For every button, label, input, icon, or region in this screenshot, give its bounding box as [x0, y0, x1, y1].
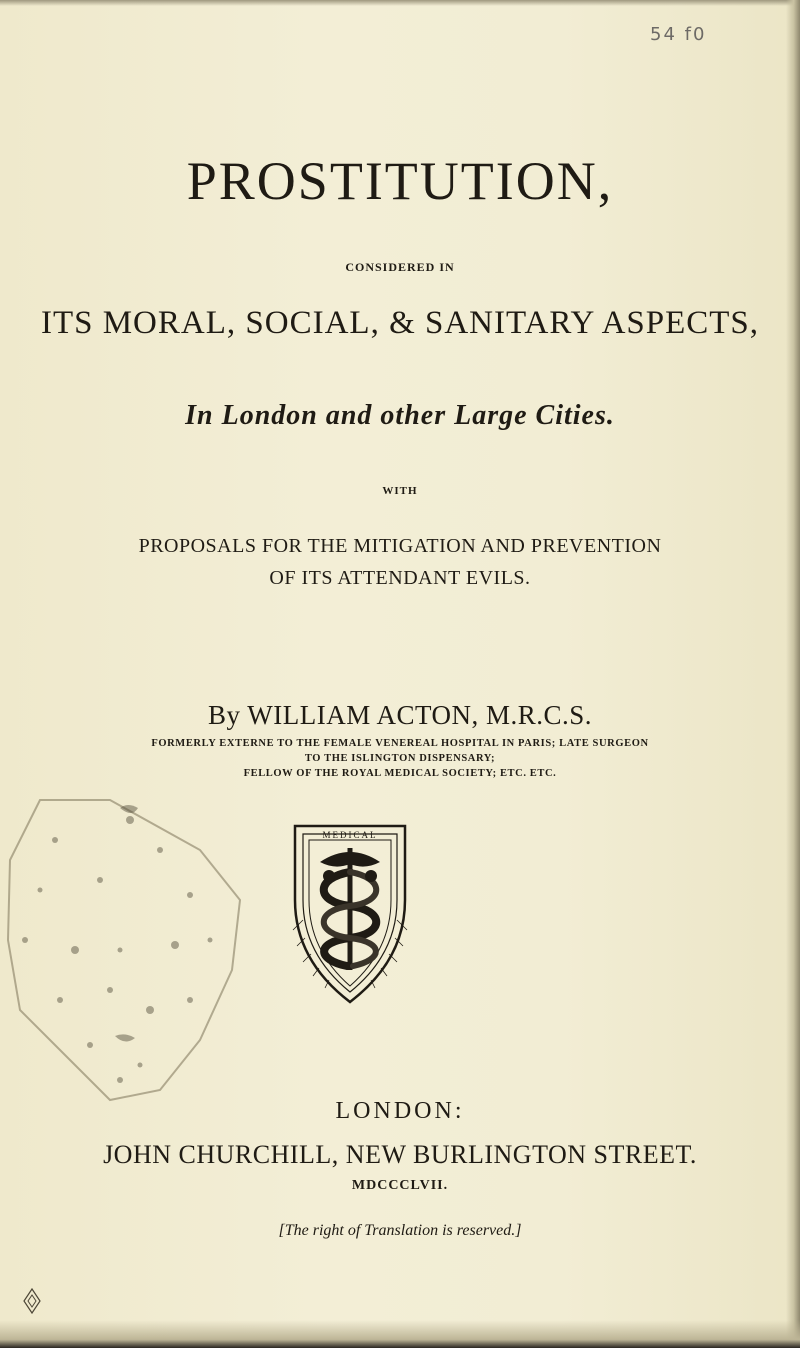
- considered-in-line: CONSIDERED IN: [345, 260, 455, 274]
- author-line: By WILLIAM ACTON, M.R.C.S.: [207, 700, 593, 730]
- page-bottom-edge: [0, 1320, 800, 1348]
- imprint-place: LONDON:: [335, 1098, 465, 1124]
- corner-diamond-mark-icon: [22, 1287, 42, 1315]
- proposals-line-2: OF ITS ATTENDANT EVILS.: [269, 567, 531, 589]
- imprint-publisher: JOHN CHURCHILL, NEW BURLINGTON STREET.: [103, 1140, 697, 1169]
- medical-society-shield-emblem: [285, 820, 415, 1010]
- with-line: WITH: [382, 485, 418, 497]
- show-through-shield-image: [0, 0, 55, 330]
- rights-notice: [The right of Translation is reserved.]: [278, 1222, 522, 1239]
- book-title: PROSTITUTION,: [186, 151, 614, 211]
- credentials-line-1: FORMERLY EXTERNE TO THE FEMALE VENEREAL HOSPITAL IN PARIS; LATE SURGEON: [151, 738, 649, 749]
- aspects-line: ITS MORAL, SOCIAL, & SANITARY ASPECTS,: [40, 305, 760, 341]
- imprint-date: MDCCCLVII.: [351, 1178, 449, 1193]
- emblem-lettering: MEDICAL: [322, 830, 378, 840]
- bleed-through-shield-icon: [0, 780, 260, 1110]
- handwritten-shelfmark: 54 f0: [650, 24, 707, 45]
- credentials-line-3: FELLOW OF THE ROYAL MEDICAL SOCIETY; ETC. ETC.: [243, 768, 557, 779]
- credentials-line-2: TO THE ISLINGTON DISPENSARY;: [304, 753, 496, 764]
- proposals-line-1: PROPOSALS FOR THE MITIGATION AND PREVENTION: [138, 535, 662, 557]
- cities-line: In London and other Large Cities.: [185, 400, 615, 431]
- page-top-edge: [0, 0, 800, 6]
